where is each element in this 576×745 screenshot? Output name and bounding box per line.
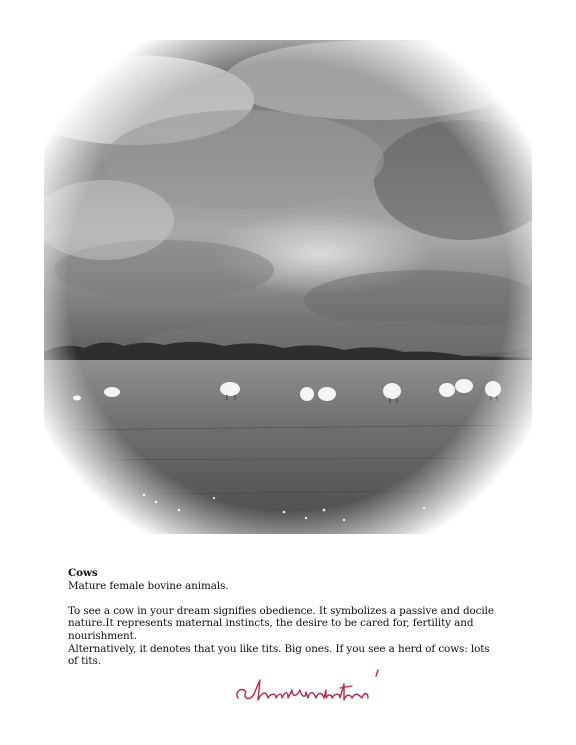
caption-line: Alternatively, it denotes that you like tits. Big ones. If you see a herd of cows: lots (68, 642, 490, 655)
caption-spacer (68, 592, 528, 605)
caption-line: nourishment. (68, 629, 137, 642)
caption (68, 567, 528, 668)
handwritten-signature (232, 664, 392, 712)
caption-title: Cows (68, 567, 98, 579)
caption-line: nature.It represents maternal instincts, the desire to be cared for, fertility and (68, 617, 474, 630)
caption-definition: Mature female bovine animals. (68, 579, 229, 592)
caption-line: To see a cow in your dream signifies obedience. It symbolizes a passive and docile (68, 604, 494, 617)
photo-illustration (44, 40, 532, 534)
cow-field-photo (44, 40, 532, 534)
signature-scribble (232, 664, 392, 712)
caption-line: of tits. (68, 655, 101, 668)
